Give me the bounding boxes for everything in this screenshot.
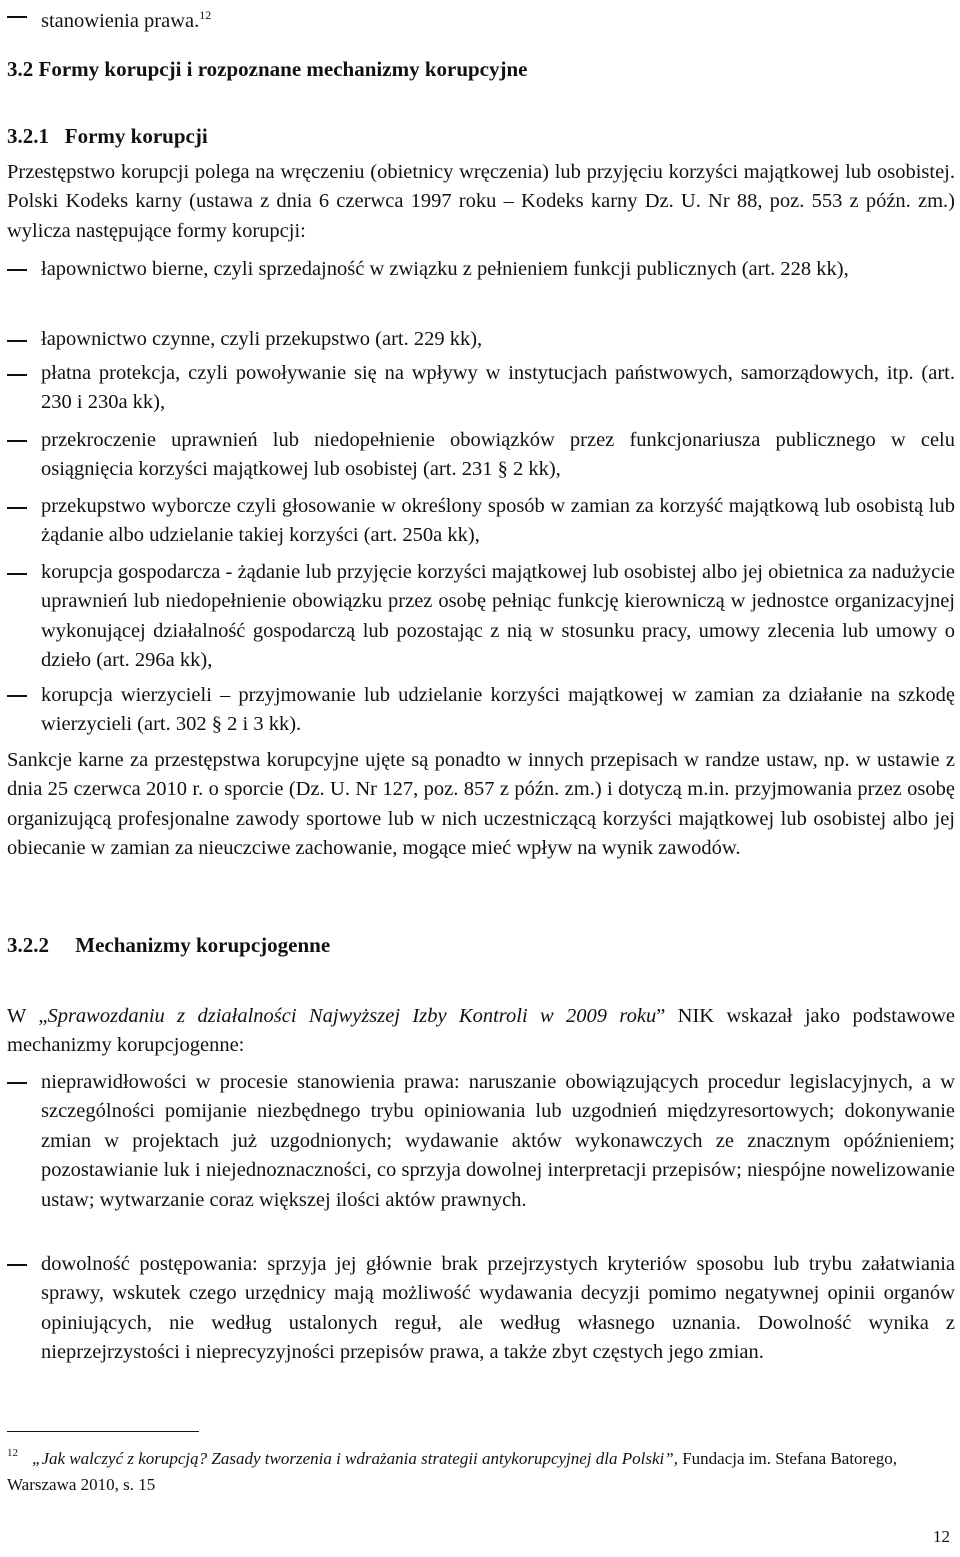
footnote-source: , Fundacja im. Stefana Batorego, Warszawa 2010, s. 15 xyxy=(7,1449,898,1494)
nik-text-before: W „ xyxy=(7,1005,48,1027)
list-dash xyxy=(7,1082,27,1084)
footnote-number: 12 xyxy=(7,1447,18,1459)
list-dash xyxy=(7,507,27,509)
page-number: 12 xyxy=(933,1527,950,1546)
nik-text-after: ” NIK wskazał jako podstawowe mechanizmy korupcjogenne: xyxy=(7,1005,955,1057)
continued-list-item xyxy=(41,1,955,36)
subsection-title: Mechanizmy korupcjogenne xyxy=(75,933,331,957)
list-dash xyxy=(7,573,27,575)
list-item: dowolność postępowania: sprzyja jej głównie brak przejrzystych kryteriów sposobu lub trybu załatwiania sprawy, wskutek czego urzędnicy mają możliwość wydawania decyzji pomimo negatywnej opinii organów opiniujących, nie według ustalonych reguł, ale według własnego uznania. Dowolność wynika z nieprzejrzystości i nieprecyzyjności przepisów prawa, a także zbyt częstych jego zmian. xyxy=(41,1253,955,1364)
list-dash xyxy=(7,340,27,342)
list-item: nieprawidłowości w procesie stanowienia prawa: naruszanie obowiązujących procedur legislacyjnych, a w szczególności pomijanie niezbędnego trybu opiniowania lub uzgodnień międzyresortowych; dokonywanie zmian w projektach już uzgodnionych; wydawanie aktów wykonawczych ze znacznym opóźnieniem; pozostawianie luk i niejednoznaczności, co sprzyja dowolnej interpretacji przepisów; niespójne nowelizowanie ustaw; wytwarzanie coraz większej ilości aktów prawnych. xyxy=(41,1071,955,1211)
section-heading: 3.2 Formy korupcji i rozpoznane mechanizmy korupcyjne xyxy=(7,57,528,81)
list-dash xyxy=(7,269,27,271)
subsection-heading-3-2-2 xyxy=(7,933,330,958)
list-dash xyxy=(7,1264,27,1266)
footnote-ref: 12 xyxy=(199,8,212,22)
list-item: korupcja gospodarcza - żądanie lub przyjęcie korzyści majątkowej lub osobistej albo jej obietnica za nadużycie uprawnień lub niedopełnienie obowiązku przez osobę pełniąc funkcję kierowniczą w jednostce organizacyjnej wykonującej działalność gospodarczą lub pozostając z nią w stosunku pracy, umowy zlecenia lub umowy o dzieło (art. 296a kk), xyxy=(41,561,955,672)
footnote xyxy=(7,1440,955,1498)
list-item: łapownictwo bierne, czyli sprzedajność w związku z pełnieniem funkcji publicznych (art. 228 kk), xyxy=(41,258,849,280)
list-dash xyxy=(7,16,27,18)
nik-report-title: Sprawozdaniu z działalności Najwyższej Izby Kontroli w 2009 roku xyxy=(47,1005,657,1027)
footnote-title: „Jak walczyć z korupcją? Zasady tworzenia i wdrażania strategii antykorupcyjnej dla Polski” xyxy=(32,1449,674,1468)
subsection-number: 3.2.1 xyxy=(7,124,49,148)
list-item: łapownictwo czynne, czyli przekupstwo (art. 229 kk), xyxy=(41,328,483,350)
subsection-number: 3.2.2 xyxy=(7,933,49,957)
list-dash xyxy=(7,440,27,442)
subsection-heading-3-2-1 xyxy=(7,124,208,149)
footnote-separator xyxy=(7,1431,199,1432)
subsection-title: Formy korupcji xyxy=(64,124,208,148)
continued-item-text: stanowienia prawa. xyxy=(41,10,200,32)
list-dash xyxy=(7,695,27,697)
list-item: przekupstwo wyborcze czyli głosowanie w określony sposób w zamian za korzyść majątkową lub osobistą lub żądanie albo udzielanie takiej korzyści (art. 250a kk), xyxy=(41,495,955,547)
paragraph-sanctions: Sankcje karne za przestępstwa korupcyjne ujęte są ponadto w innych przepisach w randze ustaw, np. w ustawie z dnia 25 czerwca 2010 r. o sporcie (Dz. U. Nr 127, poz. 857 z późn. zm.) i dotyczą m.in. przyjmowania przez osobę organizującą profesjonalne zawody sportowe lub w nich uczestniczącą korzyści majątkowej lub osobistej albo jej obiecanie w zamian za nieuczciwe zachowanie, mogące mieć wpływ na wynik zawodów. xyxy=(7,749,955,860)
list-item: przekroczenie uprawnień lub niedopełnienie obowiązków przez funkcjonariusza publicznego w celu osiągnięcia korzyści majątkowej lub osobistej (art. 231 § 2 kk), xyxy=(41,429,955,481)
list-dash xyxy=(7,374,27,376)
list-item: płatna protekcja, czyli powoływanie się na wpływy w instytucjach państwowych, samorządowych, itp. (art. 230 i 230a kk), xyxy=(41,362,955,414)
paragraph-intro: Przestępstwo korupcji polega na wręczeniu (obietnicy wręczenia) lub przyjęciu korzyści majątkowej lub osobistej. Polski Kodeks karny (ustawa z dnia 6 czerwca 1997 roku – Kodeks karny Dz. U. Nr 88, poz. 553 z późn. zm.) wylicza następujące formy korupcji: xyxy=(7,161,955,242)
paragraph-nik xyxy=(7,1002,955,1061)
list-item: korupcja wierzycieli – przyjmowanie lub udzielanie korzyści majątkowej w zamian za działanie na szkodę wierzycieli (art. 302 § 2 i 3 kk). xyxy=(41,684,955,736)
